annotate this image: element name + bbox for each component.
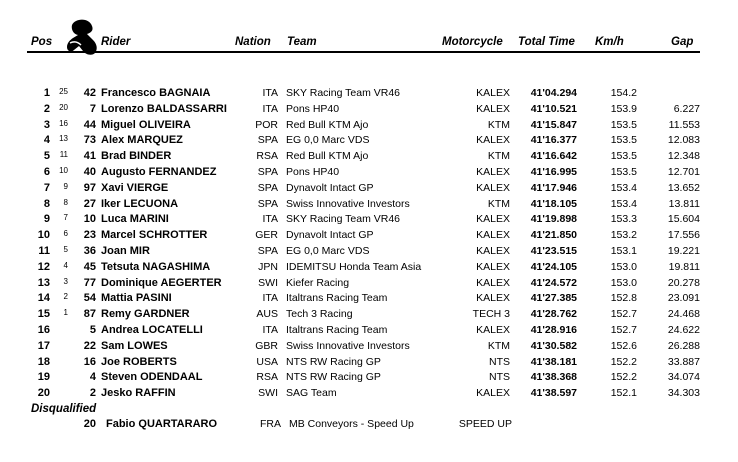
position: 18 bbox=[37, 355, 50, 368]
rider-name: Tetsuta NAGASHIMA bbox=[101, 260, 211, 273]
rider-name: Remy GARDNER bbox=[101, 308, 190, 321]
gap: 26.288 bbox=[667, 339, 700, 352]
position: 17 bbox=[37, 339, 50, 352]
header-rider: Rider bbox=[101, 36, 131, 48]
total-time: 41'24.105 bbox=[530, 260, 577, 273]
motorcycle: KTM bbox=[487, 118, 510, 131]
table-row bbox=[0, 276, 738, 292]
position: 1 bbox=[43, 87, 50, 99]
total-time: 41'38.368 bbox=[530, 371, 577, 384]
team: Kiefer Racing bbox=[286, 276, 350, 289]
header-motorcycle: Motorcycle bbox=[442, 36, 503, 48]
header-pos: Pos bbox=[31, 36, 53, 48]
speed-kmh: 154.2 bbox=[610, 87, 637, 99]
position: 7 bbox=[43, 181, 50, 194]
total-time: 41'23.515 bbox=[530, 245, 577, 257]
nation: SWI bbox=[258, 276, 278, 289]
nation: ITA bbox=[262, 102, 278, 115]
motorcycle: NTS bbox=[489, 355, 510, 368]
rider-name: Sam LOWES bbox=[101, 339, 168, 352]
speed-kmh: 152.6 bbox=[610, 339, 637, 352]
position: 12 bbox=[37, 260, 50, 273]
total-time: 41'04.294 bbox=[530, 87, 577, 99]
total-time: 41'24.572 bbox=[530, 276, 577, 289]
total-time: 41'16.642 bbox=[530, 150, 577, 163]
table-row bbox=[0, 212, 738, 228]
header-divider bbox=[27, 51, 700, 53]
motorcycle: KTM bbox=[487, 197, 510, 210]
team: MB Conveyors - Speed Up bbox=[289, 418, 414, 430]
rider-name: Brad BINDER bbox=[101, 150, 172, 163]
nation: GBR bbox=[255, 339, 278, 352]
header-kmh: Km/h bbox=[595, 36, 624, 48]
nation: SPA bbox=[257, 245, 278, 257]
points: 9 bbox=[63, 181, 68, 191]
points: 4 bbox=[63, 260, 68, 270]
motorcycle: KALEX bbox=[476, 229, 510, 242]
team: Red Bull KTM Ajo bbox=[286, 118, 369, 131]
team: NTS RW Racing GP bbox=[286, 371, 381, 384]
team: Tech 3 Racing bbox=[286, 308, 353, 321]
gap: 34.074 bbox=[667, 371, 700, 384]
team: EG 0,0 Marc VDS bbox=[286, 134, 370, 147]
speed-kmh: 153.9 bbox=[610, 102, 637, 115]
disqualified-heading: Disqualified bbox=[31, 403, 97, 415]
bike-number: 2 bbox=[89, 387, 96, 400]
table-row bbox=[0, 149, 738, 165]
gap: 24.468 bbox=[667, 308, 700, 321]
rider-name: Dominique AEGERTER bbox=[101, 276, 222, 289]
table-row bbox=[0, 370, 738, 386]
total-time: 41'18.105 bbox=[530, 197, 577, 210]
points: 6 bbox=[63, 229, 68, 239]
nation: GER bbox=[255, 229, 278, 242]
points: 7 bbox=[63, 213, 68, 223]
disqualified-row bbox=[0, 417, 738, 433]
bike-number: 97 bbox=[83, 181, 96, 194]
table-row bbox=[0, 102, 738, 118]
rider-name: Miguel OLIVEIRA bbox=[101, 118, 191, 131]
speed-kmh: 153.1 bbox=[610, 245, 637, 257]
motorcycle: KALEX bbox=[476, 87, 510, 99]
rider-name: Alex MARQUEZ bbox=[101, 134, 183, 147]
bike-number: 41 bbox=[83, 150, 96, 163]
total-time: 41'16.995 bbox=[530, 166, 577, 178]
team: Red Bull KTM Ajo bbox=[286, 150, 369, 163]
speed-kmh: 153.5 bbox=[610, 118, 637, 131]
speed-kmh: 153.0 bbox=[610, 260, 637, 273]
speed-kmh: 152.8 bbox=[610, 292, 637, 305]
gap: 19.221 bbox=[667, 245, 700, 257]
nation: ITA bbox=[262, 292, 278, 305]
bike-number: 23 bbox=[83, 229, 96, 242]
rider-name: Steven ODENDAAL bbox=[101, 371, 203, 384]
motorcycle: TECH 3 bbox=[472, 308, 510, 321]
position: 20 bbox=[37, 387, 50, 400]
table-row bbox=[0, 133, 738, 149]
gap: 12.701 bbox=[667, 166, 700, 178]
gap: 20.278 bbox=[667, 276, 700, 289]
nation: SPA bbox=[257, 197, 278, 210]
nation: USA bbox=[256, 355, 278, 368]
position: 11 bbox=[38, 245, 50, 257]
nation: SPA bbox=[257, 166, 278, 178]
team: Swiss Innovative Investors bbox=[286, 197, 410, 210]
speed-kmh: 152.2 bbox=[610, 371, 637, 384]
header-nation: Nation bbox=[235, 36, 271, 48]
bike-number: 10 bbox=[83, 213, 96, 226]
speed-kmh: 153.5 bbox=[610, 134, 637, 147]
points: 3 bbox=[63, 276, 68, 286]
motorcycle: KALEX bbox=[476, 276, 510, 289]
table-row bbox=[0, 244, 738, 260]
speed-kmh: 152.7 bbox=[610, 324, 637, 336]
motorcycle: KALEX bbox=[476, 387, 510, 400]
position: 13 bbox=[37, 276, 50, 289]
total-time: 41'38.597 bbox=[530, 387, 577, 400]
table-row bbox=[0, 307, 738, 323]
bike-number: 7 bbox=[89, 102, 96, 115]
total-time: 41'19.898 bbox=[530, 213, 577, 226]
rider-name: Joan MIR bbox=[101, 245, 150, 257]
gap: 33.887 bbox=[667, 355, 700, 368]
rider-name: Mattia PASINI bbox=[101, 292, 172, 305]
position: 10 bbox=[37, 229, 50, 242]
position: 5 bbox=[43, 150, 50, 163]
total-time: 41'21.850 bbox=[530, 229, 577, 242]
motorcycle: NTS bbox=[489, 371, 510, 384]
bike-number: 87 bbox=[83, 308, 96, 321]
gap: 13.811 bbox=[668, 197, 700, 210]
gap: 23.091 bbox=[667, 292, 700, 305]
position: 3 bbox=[43, 118, 50, 131]
motorcycle: KALEX bbox=[476, 213, 510, 226]
bike-number: 40 bbox=[83, 166, 96, 178]
points: 16 bbox=[59, 118, 68, 128]
team: Dynavolt Intact GP bbox=[286, 229, 374, 242]
nation: JPN bbox=[258, 260, 278, 273]
bike-number: 73 bbox=[83, 134, 96, 147]
points: 13 bbox=[59, 134, 68, 144]
total-time: 41'15.847 bbox=[530, 118, 577, 131]
team: SKY Racing Team VR46 bbox=[286, 213, 401, 226]
table-row bbox=[0, 86, 738, 102]
motorcycle: KTM bbox=[487, 150, 510, 163]
gap: 24.622 bbox=[667, 324, 700, 336]
bike-number: 77 bbox=[83, 276, 96, 289]
points: 2 bbox=[63, 292, 68, 302]
points: 25 bbox=[59, 87, 68, 96]
nation: SWI bbox=[258, 387, 278, 400]
position: 6 bbox=[43, 166, 50, 178]
points: 1 bbox=[63, 308, 68, 318]
total-time: 41'28.762 bbox=[530, 308, 577, 321]
nation: ITA bbox=[262, 324, 278, 336]
table-row bbox=[0, 228, 738, 244]
motorcycle: KALEX bbox=[476, 166, 510, 178]
gap: 15.604 bbox=[667, 213, 700, 226]
gap: 34.303 bbox=[667, 387, 700, 400]
rider-name: Xavi VIERGE bbox=[101, 181, 169, 194]
points: 5 bbox=[63, 245, 68, 254]
position: 19 bbox=[37, 371, 50, 384]
nation: POR bbox=[255, 118, 278, 131]
speed-kmh: 152.1 bbox=[610, 387, 637, 400]
nation: ITA bbox=[262, 213, 278, 226]
rider-name: Andrea LOCATELLI bbox=[101, 324, 203, 336]
bike-number: 44 bbox=[83, 118, 96, 131]
nation: AUS bbox=[256, 308, 278, 321]
bike-number: 42 bbox=[83, 87, 96, 99]
total-time: 41'27.385 bbox=[530, 292, 577, 305]
position: 14 bbox=[37, 292, 50, 305]
table-row bbox=[0, 181, 738, 197]
points: 20 bbox=[59, 102, 68, 112]
speed-kmh: 153.4 bbox=[610, 197, 637, 210]
motorcycle: KALEX bbox=[476, 102, 510, 115]
header-total-time: Total Time bbox=[518, 36, 575, 48]
motorcycle: KALEX bbox=[476, 134, 510, 147]
position: 4 bbox=[43, 134, 50, 147]
motorcycle: SPEED UP bbox=[458, 418, 512, 430]
team: NTS RW Racing GP bbox=[286, 355, 381, 368]
nation: ITA bbox=[262, 87, 278, 99]
team: Italtrans Racing Team bbox=[286, 292, 388, 305]
gap: 17.556 bbox=[667, 229, 700, 242]
gap: 12.348 bbox=[667, 150, 700, 163]
motorcycle: KALEX bbox=[476, 292, 510, 305]
bike-number: 27 bbox=[83, 197, 96, 210]
table-row bbox=[0, 339, 738, 355]
position: 16 bbox=[37, 324, 50, 336]
team: Italtrans Racing Team bbox=[286, 324, 388, 336]
gap: 11.553 bbox=[668, 118, 700, 131]
team: Swiss Innovative Investors bbox=[286, 339, 410, 352]
bike-number: 4 bbox=[89, 371, 96, 384]
header-gap: Gap bbox=[671, 36, 694, 48]
position: 15 bbox=[37, 308, 50, 321]
rider-name: Jesko RAFFIN bbox=[101, 387, 176, 400]
points: 11 bbox=[59, 150, 68, 160]
nation: RSA bbox=[256, 150, 278, 163]
rider-name: Marcel SCHROTTER bbox=[101, 229, 208, 242]
table-row bbox=[0, 118, 738, 134]
bike-number: 5 bbox=[89, 324, 96, 336]
rider-name: Iker LECUONA bbox=[101, 197, 179, 210]
total-time: 41'16.377 bbox=[530, 134, 577, 147]
team: EG 0,0 Marc VDS bbox=[286, 245, 370, 257]
gap: 12.083 bbox=[667, 134, 700, 147]
table-row bbox=[0, 386, 738, 402]
table-row bbox=[0, 260, 738, 276]
table-row bbox=[0, 165, 738, 181]
team: Pons HP40 bbox=[286, 166, 340, 178]
speed-kmh: 153.0 bbox=[610, 276, 637, 289]
total-time: 41'10.521 bbox=[530, 102, 577, 115]
rider-name: Joe ROBERTS bbox=[101, 355, 177, 368]
motorcycle: KALEX bbox=[476, 181, 510, 194]
speed-kmh: 152.7 bbox=[610, 308, 637, 321]
speed-kmh: 153.5 bbox=[610, 150, 637, 163]
total-time: 41'30.582 bbox=[530, 339, 577, 352]
gap: 19.811 bbox=[668, 260, 700, 273]
table-row bbox=[0, 197, 738, 213]
rider-name: Fabio QUARTARARO bbox=[106, 418, 218, 430]
speed-kmh: 152.2 bbox=[610, 355, 637, 368]
bike-number: 45 bbox=[83, 260, 96, 273]
position: 9 bbox=[43, 213, 50, 226]
bike-number: 36 bbox=[83, 245, 96, 257]
position: 8 bbox=[43, 197, 50, 210]
rider-name: Luca MARINI bbox=[101, 213, 169, 226]
total-time: 41'17.946 bbox=[530, 181, 577, 194]
speed-kmh: 153.2 bbox=[610, 229, 637, 242]
team: Dynavolt Intact GP bbox=[286, 181, 374, 194]
nation: SPA bbox=[257, 134, 278, 147]
nation: RSA bbox=[256, 371, 278, 384]
rider-name: Francesco BAGNAIA bbox=[101, 87, 211, 99]
bike-number: 54 bbox=[83, 292, 96, 305]
nation: FRA bbox=[260, 418, 281, 430]
points: 10 bbox=[59, 166, 68, 175]
header-team: Team bbox=[287, 36, 317, 48]
team: Pons HP40 bbox=[286, 102, 340, 115]
bike-number: 16 bbox=[83, 355, 96, 368]
speed-kmh: 153.5 bbox=[610, 166, 637, 178]
bike-number: 22 bbox=[83, 339, 96, 352]
motorcycle: KTM bbox=[487, 339, 510, 352]
team: SKY Racing Team VR46 bbox=[286, 87, 401, 99]
speed-kmh: 153.4 bbox=[610, 181, 637, 194]
gap: 6.227 bbox=[673, 102, 700, 115]
team: IDEMITSU Honda Team Asia bbox=[286, 260, 422, 273]
motorcycle: KALEX bbox=[476, 324, 510, 336]
nation: SPA bbox=[257, 181, 278, 194]
gap: 13.652 bbox=[667, 181, 700, 194]
rider-name: Augusto FERNANDEZ bbox=[101, 166, 217, 178]
table-row bbox=[0, 291, 738, 307]
speed-kmh: 153.3 bbox=[610, 213, 637, 226]
total-time: 41'38.181 bbox=[530, 355, 577, 368]
motorcycle: KALEX bbox=[476, 260, 510, 273]
motorcycle: KALEX bbox=[476, 245, 510, 257]
rider-name: Lorenzo BALDASSARRI bbox=[101, 102, 227, 115]
position: 2 bbox=[43, 102, 50, 115]
table-row bbox=[0, 323, 738, 339]
total-time: 41'28.916 bbox=[530, 324, 577, 336]
bike-number: 20 bbox=[83, 418, 96, 430]
table-row bbox=[0, 355, 738, 371]
points: 8 bbox=[63, 197, 68, 207]
team: SAG Team bbox=[286, 387, 337, 400]
